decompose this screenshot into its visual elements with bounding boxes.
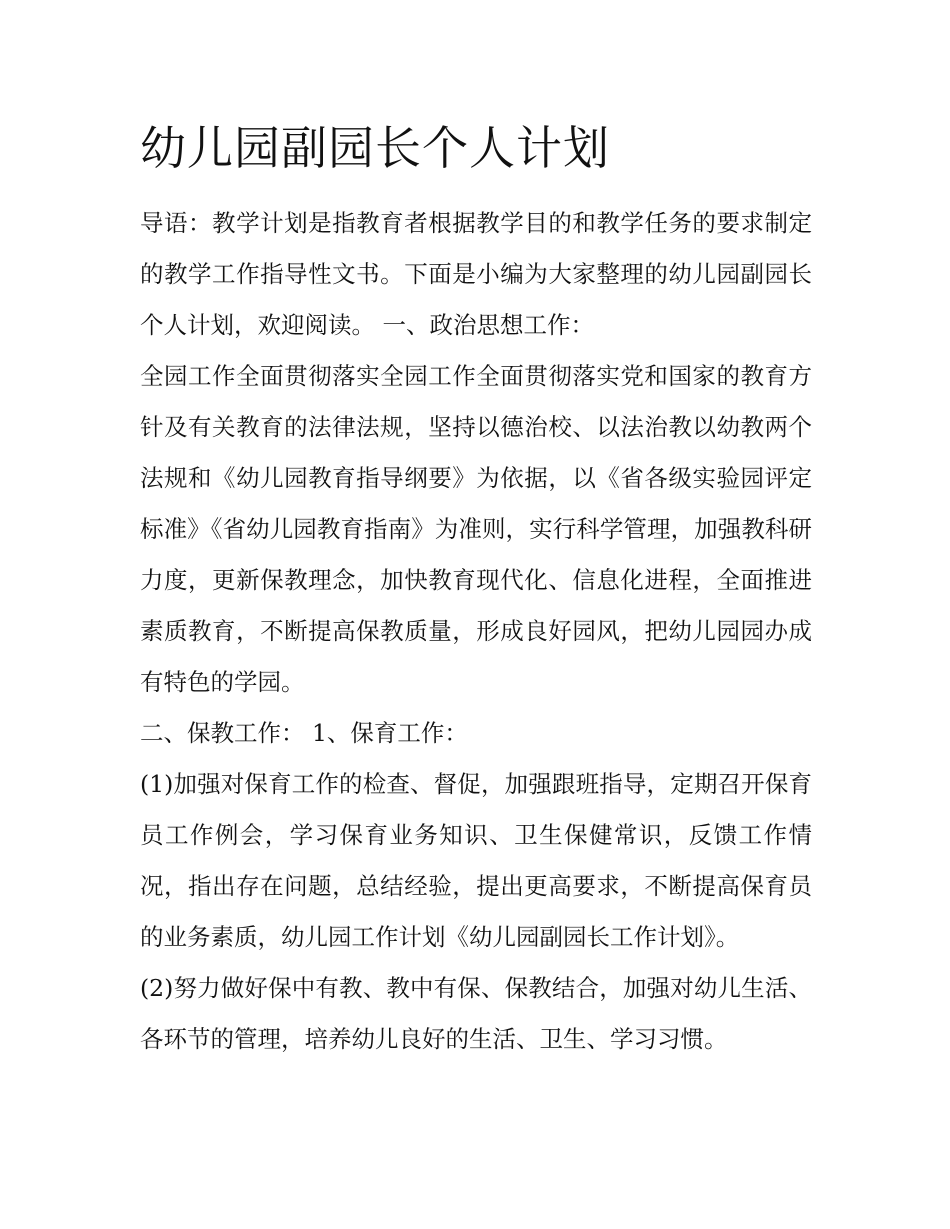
paragraph-item-1: (1)加强对保育工作的检查、督促，加强跟班指导，定期召开保育员工作例会，学习保育业务知识、卫生保健常识，反馈工作情况，指出存在问题，总结经验，提出更高要求，不断提高保育员的业务素质，幼儿园工作计划《幼儿园副园长工作计划》。 <box>140 770 812 951</box>
paragraph-section-heading: 二、保教工作： 1、保育工作： <box>140 719 468 747</box>
paragraph-policy: 全园工作全面贯彻落实全园工作全面贯彻落实党和国家的教育方针及有关教育的法律法规，坚持以德治校、以法治教以幼教两个法规和《幼儿园教育指导纲要》为依据，以《省各级实验园评定标准》《省幼儿园教育指南》为准则，实行科学管理，加强教科研力度，更新保教理念，加快教育现代化、信息化进程，全面推进素质教育，不断提高保教质量，形成良好园风，把幼儿园园办成有特色的学园。 <box>140 362 812 696</box>
document-body <box>140 112 812 1065</box>
paragraph-intro: 导语：教学计划是指教育者根据教学目的和教学任务的要求制定的教学工作指导性文书。下面是小编为大家整理的幼儿园副园长个人计划，欢迎阅读。 一、政治思想工作： <box>140 209 812 339</box>
document-title: 幼儿园副园长个人计划 <box>140 121 610 175</box>
paragraph-item-2: (2)努力做好保中有教、教中有保、保教结合，加强对幼儿生活、各环节的管理，培养幼儿良好的生活、卫生、学习习惯。 <box>140 974 812 1053</box>
